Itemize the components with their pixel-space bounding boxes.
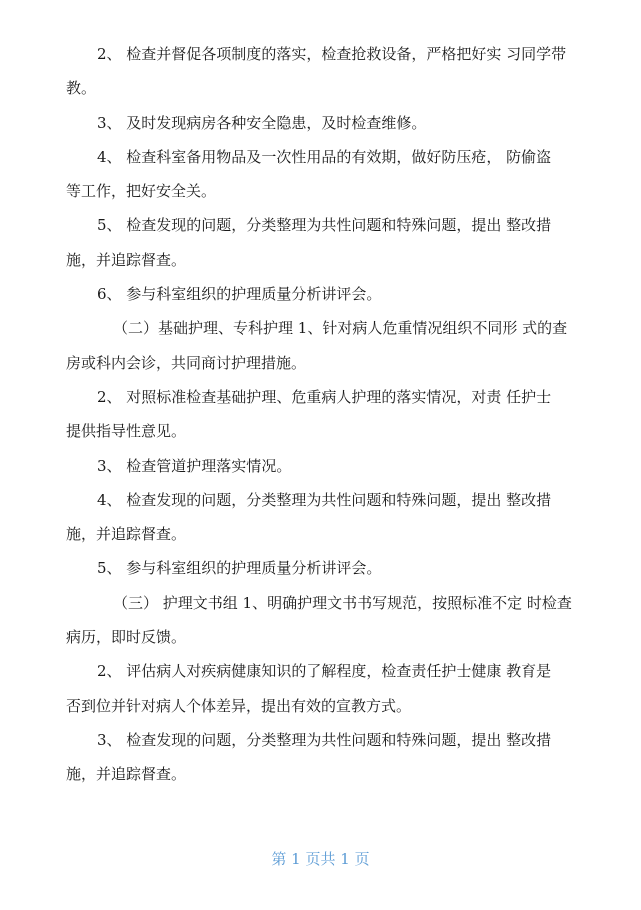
text-line: 病历，即时反馈。: [66, 628, 187, 647]
text-line: 2、 对照标准检查基础护理、危重病人护理的落实情况，对责 任护士: [97, 387, 552, 406]
text-line: 3、 检查管道护理落实情况。: [97, 456, 292, 475]
text-line: 施，并追踪督查。: [66, 525, 187, 544]
text-line: 施，并追踪督查。: [66, 250, 187, 269]
text-line: 2、 检查并督促各项制度的落实，检查抢救设备，严格把好实 习同学带: [97, 45, 567, 63]
text-line: 5、 参与科室组织的护理质量分析讲评会。: [97, 559, 382, 578]
text-line: 否到位并针对病人个体差异，提出有效的宣教方式。: [66, 696, 412, 715]
text-line: 3、 检查发现的问题，分类整理为共性问题和特殊问题，提出 整改措: [97, 730, 552, 749]
text-line: 等工作，把好安全关。: [66, 182, 217, 201]
text-line: 施，并追踪督查。: [66, 765, 187, 784]
text-line: 3、 及时发现病房各种安全隐患，及时检查维修。: [97, 113, 427, 132]
text-line: 4、 检查发现的问题，分类整理为共性问题和特殊问题，提出 整改措: [97, 490, 552, 509]
document-body: [66, 46, 578, 801]
text-line: 房或科内会诊，共同商讨护理措施。: [66, 353, 307, 372]
text-line: 教。: [66, 79, 97, 98]
text-line: 6、 参与科室组织的护理质量分析讲评会。: [97, 285, 382, 304]
page-number-footer: 第 1 页共 1 页: [271, 850, 370, 868]
text-line: 4、 检查科室备用物品及一次性用品的有效期，做好防压疮， 防偷盗: [97, 147, 552, 166]
text-line: 5、 检查发现的问题，分类整理为共性问题和特殊问题，提出 整改措: [97, 216, 552, 235]
text-line: 提供指导性意见。: [66, 422, 187, 441]
section-heading-line: （二）基础护理、专科护理 1、针对病人危重情况组织不同形 式的查: [113, 319, 568, 338]
section-heading-line: （三） 护理文书组 1、明确护理文书书写规范，按照标准不定 时检查: [113, 593, 572, 612]
text-line: 2、 评估病人对疾病健康知识的了解程度，检查责任护士健康 教育是: [97, 662, 552, 681]
